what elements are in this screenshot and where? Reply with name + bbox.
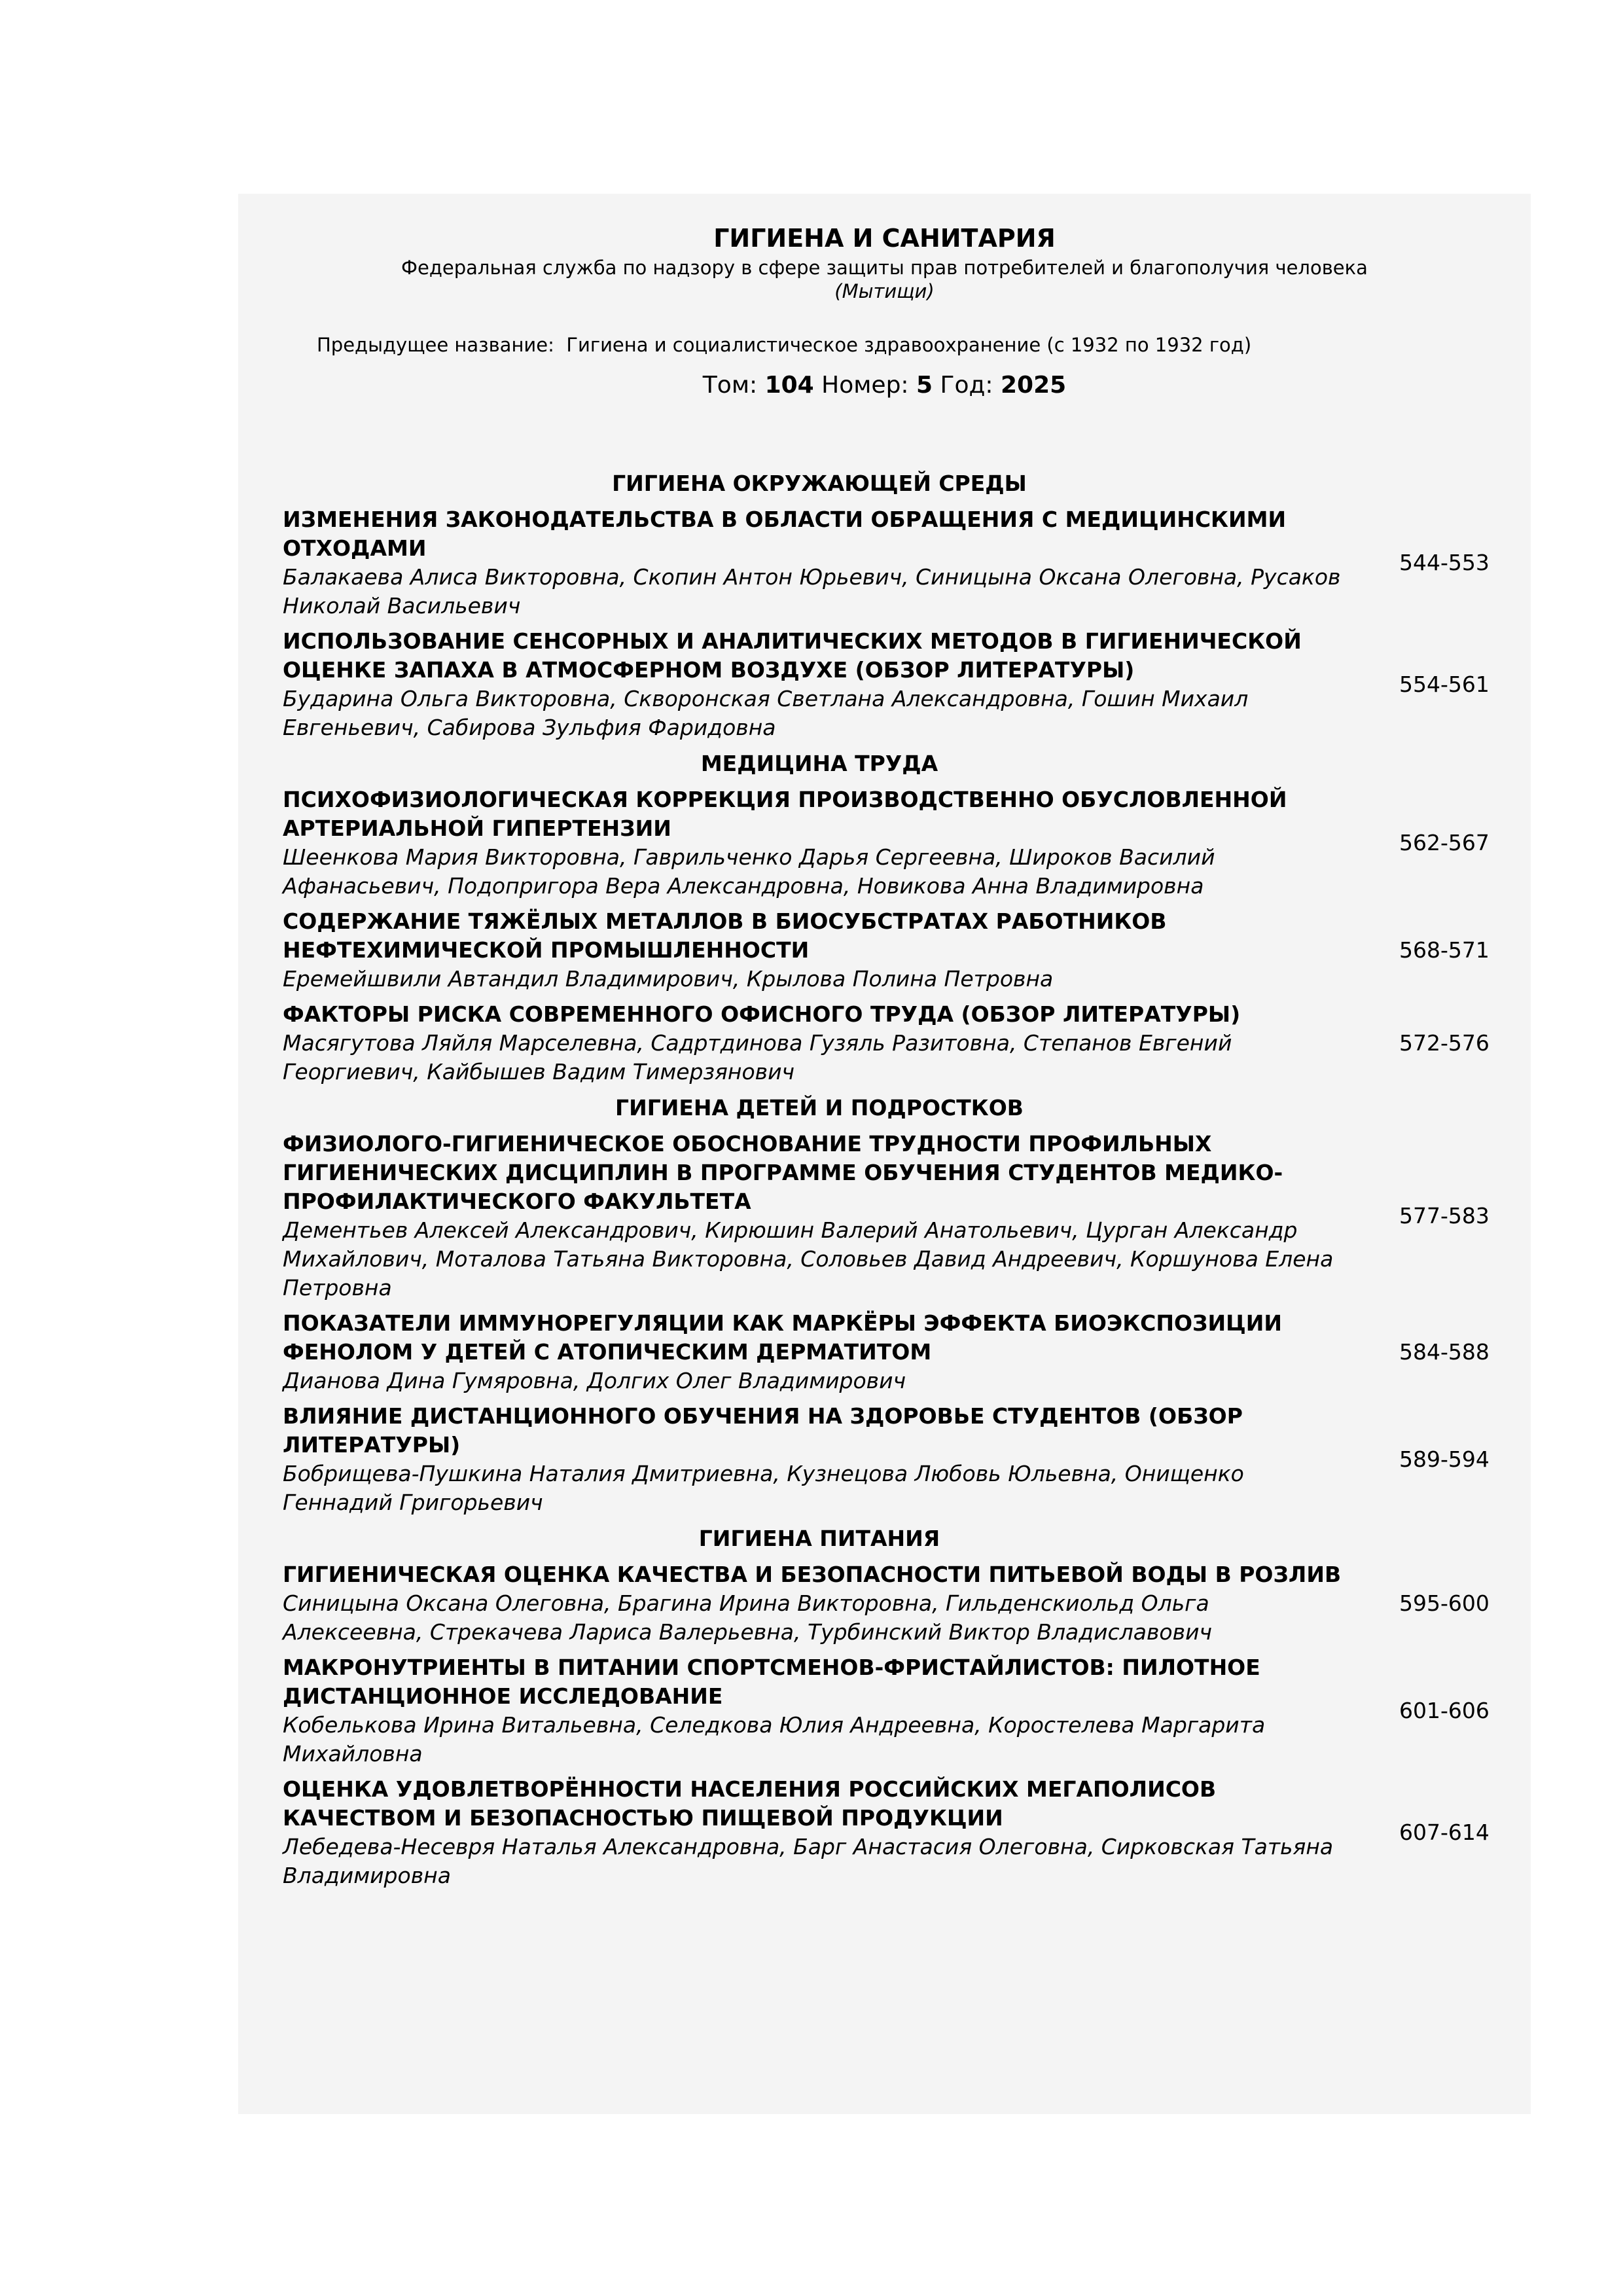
- article-authors: Кобелькова Ирина Витальевна, Селедкова Юлия Андреевна, Коростелева Маргарита Михайловна: [283, 1712, 1266, 1767]
- article-pages: 589-594: [1399, 1446, 1489, 1472]
- article-entry: [283, 1653, 1507, 1768]
- year-value: 2025: [1000, 372, 1067, 399]
- toc-section: [283, 1524, 1507, 1890]
- article-title[interactable]: МАКРОНУТРИЕНТЫ В ПИТАНИИ СПОРТСМЕНОВ-ФРИСТАЙЛИСТОВ: ПИЛОТНОЕ ДИСТАНЦИОННОЕ ИССЛЕДОВАНИЕ: [283, 1655, 1260, 1709]
- article-text: [283, 1775, 1356, 1890]
- article-title[interactable]: ФАКТОРЫ РИСКА СОВРЕМЕННОГО ОФИСНОГО ТРУДА (ОБЗОР ЛИТЕРАТУРЫ): [283, 1001, 1241, 1027]
- article-title[interactable]: СОДЕРЖАНИЕ ТЯЖЁЛЫХ МЕТАЛЛОВ В БИОСУБСТРАТАХ РАБОТНИКОВ НЕФТЕХИМИЧЕСКОЙ ПРОМЫШЛЕННОСТИ: [283, 908, 1167, 963]
- article-pages: 577-583: [1399, 1203, 1489, 1229]
- section-title: ГИГИЕНА ОКРУЖАЮЩЕЙ СРЕДЫ: [612, 471, 1027, 496]
- article-authors: Лебедева-Несевря Наталья Александровна, Барг Анастасия Олеговна, Сирковская Татьяна Владимировна: [283, 1834, 1334, 1888]
- journal-city: (Мытищи): [834, 280, 935, 302]
- article-pages: 601-606: [1399, 1698, 1489, 1723]
- article-text: [283, 505, 1356, 620]
- article-text: [283, 1309, 1356, 1395]
- article-pages: 595-600: [1399, 1590, 1489, 1616]
- article-title[interactable]: ФИЗИОЛОГО-ГИГИЕНИЧЕСКОЕ ОБОСНОВАНИЕ ТРУДНОСТИ ПРОФИЛЬНЫХ ГИГИЕНИЧЕСКИХ ДИСЦИПЛИН В ПРОГРАММЕ ОБУЧЕНИЯ СТУДЕНТОВ МЕДИКО-ПРОФИЛАКТИЧЕСКОГО ФАКУЛЬТЕТА: [283, 1131, 1283, 1214]
- article-authors: Балакаева Алиса Викторовна, Скопин Антон Юрьевич, Синицына Оксана Олеговна, Русаков Николай Васильевич: [283, 564, 1341, 619]
- article-authors: Синицына Оксана Олеговна, Брагина Ирина Викторовна, Гильденскиольд Ольга Алексеевна, Стрекачева Лариса Валерьевна, Турбинский Виктор Владиславович: [283, 1590, 1213, 1645]
- article-pages: 568-571: [1399, 937, 1489, 963]
- toc-section: [283, 469, 1507, 742]
- section-title: ГИГИЕНА ДЕТЕЙ И ПОДРОСТКОВ: [615, 1095, 1024, 1121]
- previous-name: [317, 334, 1251, 356]
- journal-publisher: Федеральная служба по надзору в сфере защиты прав потребителей и благополучия человека: [401, 257, 1368, 279]
- volume-label: Том:: [702, 372, 758, 399]
- article-authors: Масягутова Ляйля Марселевна, Садртдинова Гузяль Разитовна, Степанов Евгений Георгиевич, Кайбышев Вадим Тимерзянович: [283, 1030, 1232, 1085]
- article-authors: Шеенкова Мария Викторовна, Гаврильченко Дарья Сергеевна, Широков Василий Афанасьевич, Подопригора Вера Александровна, Новикова Анна Владимировна: [283, 844, 1215, 899]
- article-title[interactable]: ГИГИЕНИЧЕСКАЯ ОЦЕНКА КАЧЕСТВА И БЕЗОПАСНОСТИ ПИТЬЕВОЙ ВОДЫ В РОЗЛИВ: [283, 1562, 1342, 1587]
- number-label: Номер:: [821, 372, 909, 399]
- article-entry: [283, 627, 1507, 742]
- article-text: [283, 627, 1356, 742]
- article-entry: [283, 1309, 1507, 1395]
- article-entry: [283, 1402, 1507, 1517]
- year-label: Год:: [940, 372, 993, 399]
- toc-section: [283, 1093, 1507, 1517]
- article-text: [283, 1560, 1356, 1647]
- article-entry: [283, 1560, 1507, 1647]
- article-title[interactable]: ПСИХОФИЗИОЛОГИЧЕСКАЯ КОРРЕКЦИЯ ПРОИЗВОДСТВЕННО ОБУСЛОВЛЕННОЙ АРТЕРИАЛЬНОЙ ГИПЕРТЕНЗИИ: [283, 787, 1287, 841]
- previous-name-value: Гигиена и социалистическое здравоохранение (с 1932 по 1932 год): [566, 334, 1252, 356]
- article-title[interactable]: ПОКАЗАТЕЛИ ИММУНОРЕГУЛЯЦИИ КАК МАРКЁРЫ ЭФФЕКТА БИОЭКСПОЗИЦИИ ФЕНОЛОМ У ДЕТЕЙ С АТОПИЧЕСКИМ ДЕРМАТИТОМ: [283, 1310, 1282, 1365]
- article-entry: [283, 505, 1507, 620]
- article-pages: 544-553: [1399, 550, 1489, 575]
- article-entry: [283, 1775, 1507, 1890]
- article-title[interactable]: ОЦЕНКА УДОВЛЕТВОРЁННОСТИ НАСЕЛЕНИЯ РОССИЙСКИХ МЕГАПОЛИСОВ КАЧЕСТВОМ И БЕЗОПАСНОСТЬЮ ПИЩЕВОЙ ПРОДУКЦИИ: [283, 1776, 1217, 1831]
- article-authors: Дианова Дина Гумяровна, Долгих Олег Владимирович: [283, 1368, 906, 1393]
- article-pages: 554-561: [1399, 672, 1489, 697]
- article-text: [283, 1130, 1356, 1302]
- table-of-contents: [283, 469, 1507, 1890]
- article-entry: [283, 907, 1507, 994]
- article-title[interactable]: ВЛИЯНИЕ ДИСТАНЦИОННОГО ОБУЧЕНИЯ НА ЗДОРОВЬЕ СТУДЕНТОВ (ОБЗОР ЛИТЕРАТУРЫ): [283, 1403, 1243, 1458]
- article-authors: Бударина Ольга Викторовна, Скворонская Светлана Александровна, Гошин Михаил Евгеньевич, Сабирова Зульфия Фаридовна: [283, 686, 1249, 740]
- article-entry: [283, 785, 1507, 901]
- article-text: [283, 1653, 1356, 1768]
- article-entry: [283, 1000, 1507, 1086]
- number-value: 5: [916, 372, 933, 399]
- article-text: [283, 1000, 1356, 1086]
- journal-title: ГИГИЕНА И САНИТАРИЯ: [713, 224, 1056, 253]
- article-pages: 572-576: [1399, 1030, 1489, 1056]
- article-authors: Бобрищева-Пушкина Наталия Дмитриевна, Кузнецова Любовь Юльевна, Онищенко Геннадий Григорьевич: [283, 1461, 1244, 1515]
- article-title[interactable]: ИСПОЛЬЗОВАНИЕ СЕНСОРНЫХ И АНАЛИТИЧЕСКИХ МЕТОДОВ В ГИГИЕНИЧЕСКОЙ ОЦЕНКЕ ЗАПАХА В АТМОСФЕРНОМ ВОЗДУХЕ (ОБЗОР ЛИТЕРАТУРЫ): [283, 628, 1302, 683]
- article-pages: 607-614: [1399, 1820, 1489, 1845]
- article-title[interactable]: ИЗМЕНЕНИЯ ЗАКОНОДАТЕЛЬСТВА В ОБЛАСТИ ОБРАЩЕНИЯ С МЕДИЦИНСКИМИ ОТХОДАМИ: [283, 507, 1287, 561]
- article-pages: 562-567: [1399, 830, 1489, 855]
- previous-name-label: Предыдущее название:: [317, 334, 554, 356]
- section-title: ГИГИЕНА ПИТАНИЯ: [698, 1526, 940, 1551]
- volume-value: 104: [764, 372, 814, 399]
- article-authors: Еремейшвили Автандил Владимирович, Крылова Полина Петровна: [283, 966, 1054, 992]
- issue-info: [238, 372, 1531, 399]
- article-entry: [283, 1130, 1507, 1302]
- article-text: [283, 1402, 1356, 1517]
- toc-section: [283, 749, 1507, 1086]
- article-text: [283, 785, 1356, 901]
- article-pages: 584-588: [1399, 1339, 1489, 1365]
- section-title: МЕДИЦИНА ТРУДА: [700, 751, 938, 776]
- article-authors: Дементьев Алексей Александрович, Кирюшин Валерий Анатольевич, Цурган Александр Михайлович, Моталова Татьяна Викторовна, Соловьев Давид Андреевич, Коршунова Елена Петровна: [283, 1217, 1334, 1300]
- article-text: [283, 907, 1356, 994]
- issue-contents-panel: [238, 194, 1531, 2114]
